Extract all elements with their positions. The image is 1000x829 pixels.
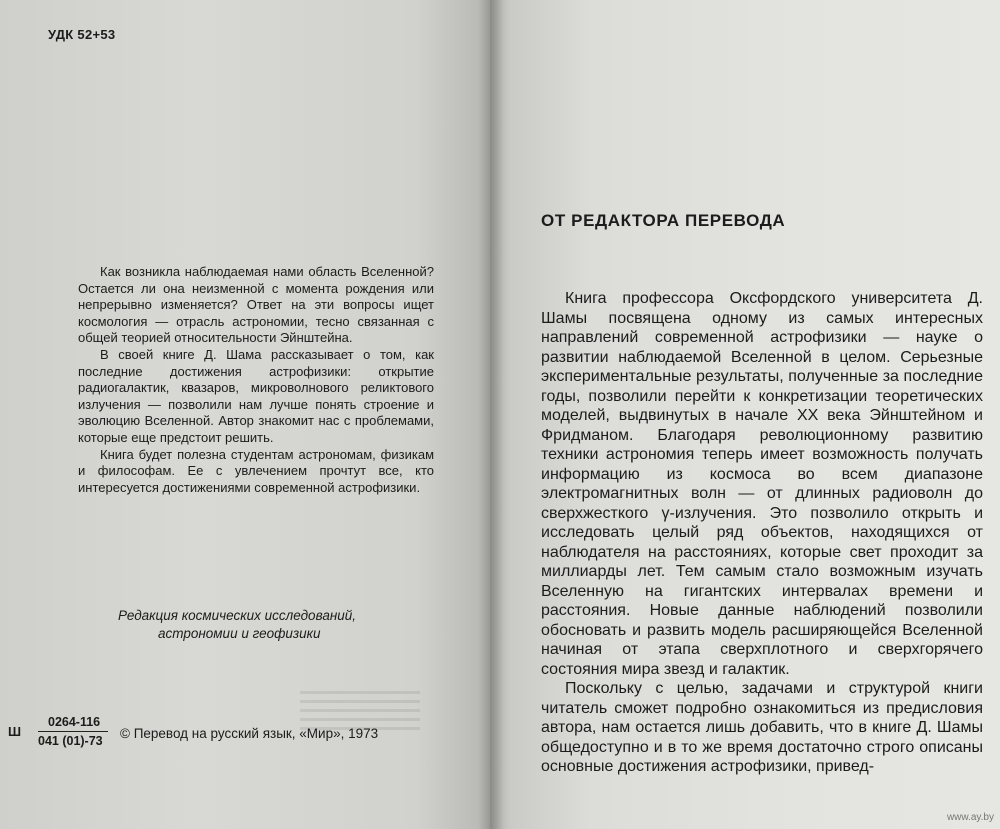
book-gutter	[478, 0, 504, 829]
publisher-editorial	[118, 607, 378, 643]
annotation-paragraph: Книга будет полезна студентам астрономам, физикам и философам. Ее с увлечением прочтут все, кто интересуется достижениями современной астрофизики.	[78, 446, 434, 495]
imprint-denominator: 041 (01)-73	[38, 734, 103, 748]
left-page	[0, 0, 490, 829]
site-watermark: www.ay.by	[946, 812, 994, 823]
copyright-notice: © Перевод на русский язык, «Мир», 1973	[120, 726, 379, 741]
body-paragraph: Поскольку с целью, задачами и структурой книги читатель сможет подробно ознакомиться из предисловия автора, нам остается лишь добавить, что в книге Д. Шамы общедоступно и в то же время достаточно строго описаны основные достижения астрофизики, привед-	[541, 680, 983, 775]
book-annotation	[78, 264, 434, 496]
udk-code: УДК 52+53	[48, 27, 116, 42]
editor-foreword-text	[541, 289, 983, 777]
annotation-paragraph: Как возникла наблюдаемая нами область Вселенной? Остается ли она неизменной с момента рождения или непрерывно изменяется? Ответ на эти вопросы ищет космология — отрасль астрономии, тесно связанная с общей теорией относительности Эйнштейна.	[78, 264, 434, 346]
annotation-paragraph: В своей книге Д. Шама рассказывает о том, как последние достижения астрофизики: открытие радиогалактик, квазаров, микроволнового реликтового излучения — позволили нам лучше понять строение и эволюцию Вселенной. Автор знакомит нас с проблемами, которые еще предстоит решить.	[78, 346, 434, 445]
imprint-numerator: 0264-116	[48, 715, 101, 729]
imprint-letter: Ш	[8, 724, 22, 739]
fraction-line	[38, 731, 108, 732]
publisher-line: астрономии и геофизики	[158, 626, 321, 641]
bleed-through-mark	[300, 690, 420, 730]
page-title: ОТ РЕДАКТОРА ПЕРЕВОДА	[541, 211, 786, 230]
imprint-fraction	[38, 715, 108, 748]
body-paragraph: Книга профессора Оксфордского университета Д. Шамы посвящена одному из самых интересных направлений современной астрофизики — науке о развитии наблюдаемой Вселенной в целом. Серьезные экспериментальные результаты, полученные за последние годы, позволили перейти к конкретизации теоретических моделей, выдвинутых в начале XX века Эйнштейном и Фридманом. Благодаря революционному развитию техники астрономия теперь имеет возможность получать информацию из космоса во всем диапазоне электромагнитных волн — от длинных радиоволн до сверхжесткого γ-излучения. Это позволило открыть и исследовать целый ряд объектов, находящихся от наблюдателя на расстояниях, которые свет проходит за миллиарды лет. Тем самым стало возможным изучать Вселенную на гигантских интервалах времени и расстояния. Новые данные наблюдений позволили обосновать и развить модель расширяющейся Вселенной начиная от этапа сверхплотного и сверхгорячего состояния мира звезд и галактик.	[541, 290, 983, 678]
publisher-line: Редакция космических исследований,	[118, 608, 357, 623]
